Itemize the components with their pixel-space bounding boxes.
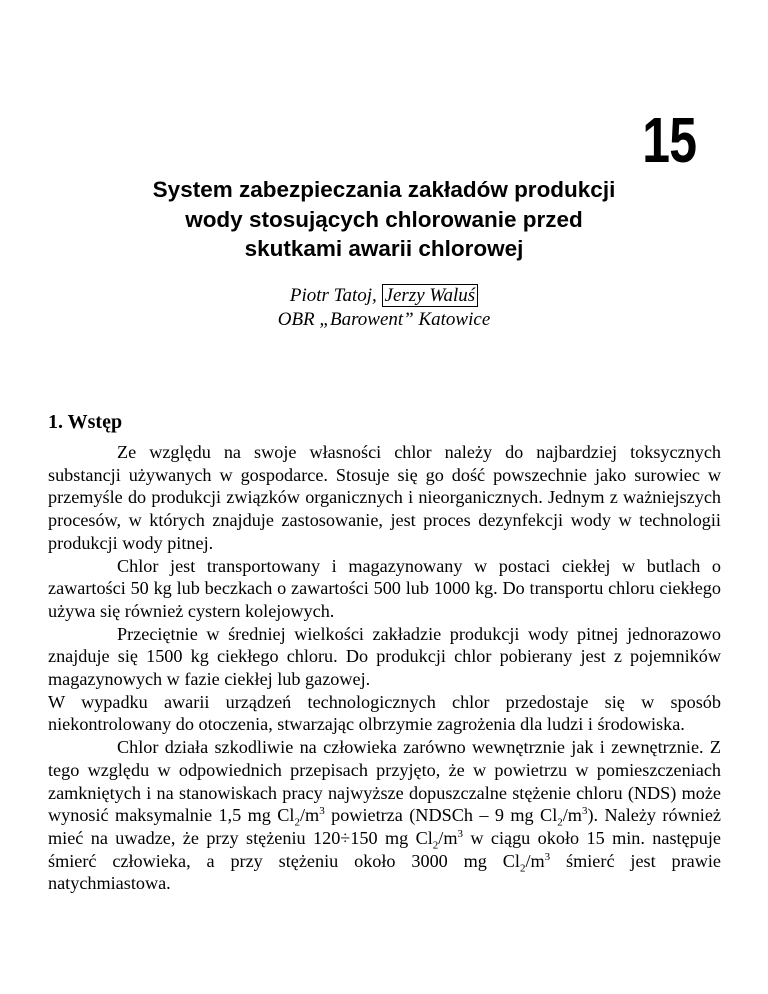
author-line: [48, 284, 720, 308]
text-run: ). Należy również mieć na uwadze, że przy stężeniu 120÷150 mg Cl: [48, 805, 721, 848]
paragraph: W wypadku awarii urządzeń technologicznych chlor przedostaje się w sposób niekontrolowany do otoczenia, stwarzając olbrzymie zagrożenia dla ludzi i środowiska.: [48, 691, 721, 735]
author-name: Piotr Tatoj,: [289, 285, 377, 306]
subscript: 2: [432, 839, 439, 852]
paragraph: Ze względu na swoje własności chlor należy do najbardziej toksycznych substancji używanych w gospodarce. Stosuje się go dość powszechnie jako surowiec w przemyśle do produkcji związków organicznych i nieorganicznych. Jednym z ważniejszych procesów, w których znajduje zastosowanie, jest proces dezynfekcji wody w technologii produkcji wody pitnej.: [48, 442, 721, 553]
author-name-highlighted: Jerzy Waluś: [382, 284, 479, 307]
subscript: 2: [294, 816, 300, 829]
section-heading: 1. Wstęp: [48, 411, 123, 433]
superscript: 3: [544, 850, 551, 863]
text-run: /m: [525, 850, 545, 871]
chapter-title-line: wody stosujących chlorowanie przed: [185, 206, 583, 232]
superscript: 3: [581, 805, 588, 818]
author-block: [48, 284, 720, 332]
superscript: 3: [457, 827, 463, 840]
paragraph-with-formulas: [48, 736, 721, 895]
paragraph: Chlor jest transportowany i magazynowany w postaci ciekłej w butlach o zawartości 50 kg lub beczkach o zawartości 500 lub 1000 kg. Do transportu chloru ciekłego używa się również cystern kolejowych.: [48, 555, 721, 621]
chapter-title-line: System zabezpieczania zakładów produkcji: [152, 177, 616, 202]
body-text: [48, 441, 721, 895]
chapter-title: [48, 175, 720, 264]
text-run: /m: [438, 827, 458, 848]
text-run: śmierć jest prawie natychmiastowa.: [48, 850, 721, 894]
text-run: Chlor działa szkodliwie na człowieka zarówno wewnętrznie jak i zewnętrznie. Z tego względu w odpowiednich przepisach przyjęto, że w powietrzu w pomieszczeniach zamkniętych i na stanowiskach pracy najwyższe dopuszczalne stężenie chloru (NDS) może wynosić maksymalnie 1,5 mg Cl: [48, 737, 721, 826]
chapter-number: 15: [642, 104, 696, 176]
text-run: powietrza (NDSCh – 9 mg Cl: [324, 805, 558, 826]
subscript: 2: [519, 862, 526, 875]
chapter-title-line: skutkami awarii chlorowej: [244, 236, 524, 261]
text-run: /m: [562, 805, 582, 826]
superscript: 3: [319, 805, 325, 818]
affiliation: OBR „Barowent” Katowice: [277, 309, 491, 330]
text-run: /m: [299, 805, 320, 826]
subscript: 2: [557, 816, 563, 829]
text-run: w ciągu około 15 min. następuje śmierć człowieka, a przy stężeniu około 3000 mg Cl: [48, 827, 721, 871]
paragraph: Przeciętnie w średniej wielkości zakładzie produkcji wody pitnej jednorazowo znajduje się 1500 kg ciekłego chloru. Do produkcji chlor pobierany jest z pojemników magazynowych w fazie ciekłej lub gazowej.: [48, 623, 721, 690]
